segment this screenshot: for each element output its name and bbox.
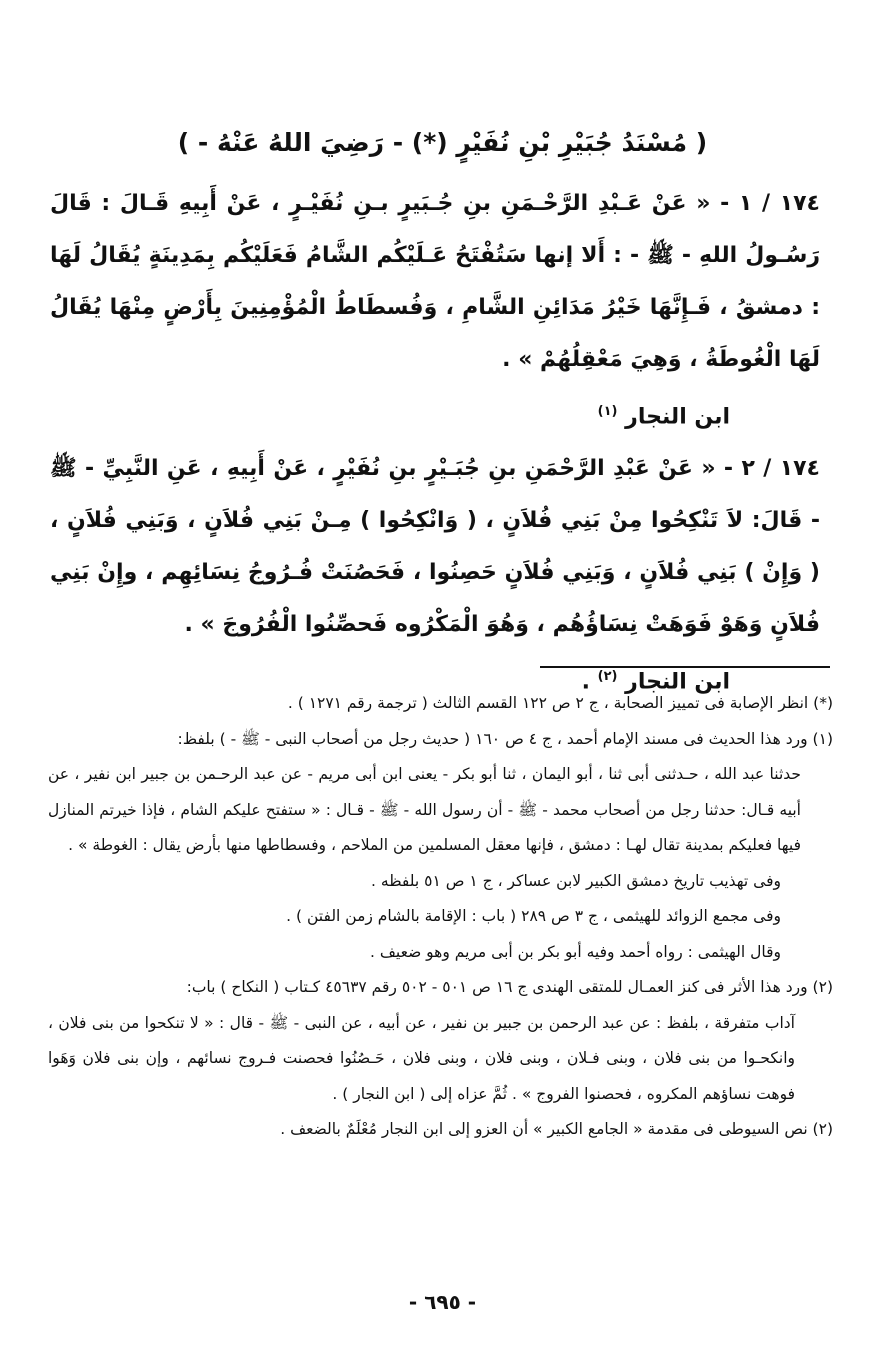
footnote-ref[interactable]: (٢) (597, 669, 618, 685)
footnote-1-extra-1: وفى تهذيب تاريخ دمشق الكبير لابن عساكر ، ج ١ ص ٥١ بلفظه . (371, 871, 781, 890)
hadith-block (50, 178, 820, 709)
footnote-2-head: (٢) ورد هذا الأثر فى كنز العمـال للمتقى الهندى ج ١٦ ص ٥٠١ - ٥٠٢ رقم ٤٥٦٣٧ كـتاب ( النكاح ) باب: (186, 978, 833, 996)
footnote-1-body: حدثنا عبد الله ، حـدثنى أبى ثنا ، أبو اليمان ، ثنا أبو بكر - يعنى ابن أبى مريم - عن عبد الرحـمن بن جبير ابن نفير ، عن أبيه قـال: حدثنا رجل من أصحاب محمد - ﷺ - أن رسول الله - ﷺ - قـال : « ستفتح عليكم الشام ، فإذا خيرتم المنازل فيها فعليكم بمدينة تقال لهـا : دمشق ، فإنها معقل المسلمين من الملاحم ، وفسطاطها منها بأرض يقال : الغوطة » . (48, 765, 801, 854)
section-title: ( مُسْنَدُ جُبَيْرِ بْنِ نُفَيْرٍ (*) - رَضِيَ اللهُ عَنْهُ - ) (177, 128, 708, 157)
source-name: ابن النجار (625, 404, 730, 430)
hadith-source-2: ابن النجار $^{(٢)}$ . (581, 669, 730, 695)
footnote-1-head: (١) ورد هذا الحديث فى مسند الإمام أحمد ، ج ٤ ص ١٦٠ ( حديث رجل من أصحاب النبى - ﷺ - ) بلفظ: (177, 729, 833, 748)
footnote-star: (*) انظر الإصابة فى تمييز الصحابة ، ج ٢ ص ١٢٢ القسم الثالث ( ترجمة رقم ١٢٧١ ) . (287, 694, 833, 712)
footnotes (48, 686, 833, 1148)
footnote-3-head: (٢) نص السيوطى فى مقدمة « الجامع الكبير » أن العزو إلى ابن النجار مُعْلَمٌ بالضعف . (280, 1120, 833, 1138)
hadith-source-1 (50, 386, 820, 443)
footnote-1-extra-3: وقال الهيثمى : رواه أحمد وفيه أبو بكر بن أبى مريم وهو ضعيف . (370, 942, 781, 961)
footnote-ref[interactable]: (١) (597, 404, 618, 419)
footnote-separator (540, 666, 830, 668)
hadith-text-2: ١٧٤ / ٢ - « عَنْ عَبْدِ الرَّحْمَنِ بنِ جُبَـيْرٍ بنِ نُفَيْرٍ ، عَنْ أَبِيهِ ، عَنِ النَّبِيِّ - ﷺ - قَالَ: لاَ تَنْكِحُوا مِنْ بَنِي فُلاَنٍ ، ( وَانْكِحُوا ) مِـنْ بَنِي فُلاَنٍ ، وَبَنِي فُلاَنٍ ، ( وَإِنْ ) بَنِي فُلاَنٍ ، وَبَنِي فُلاَنٍ حَصِنُوا ، فَحَصُنَتْ فُـرُوجُ نِسَائِهِم ، وإِنْ بَنِي فُلاَنٍ وَهَوْ فَوَهَتْ نِسَاؤُهُم ، وَهُوَ الْمَكْرُوه فَحصِّنُوا الْفُرُوجَ » . (50, 456, 820, 638)
page-number: - ٦٩٥ - (408, 1290, 477, 1314)
hadith-text-1: ١٧٤ / ١ - « عَنْ عَـبْدِ الرَّحْـمَنِ بنِ جُـبَيرٍ بـنِ نُفَيْـرٍ ، عَنْ أَبِيهِ قَـالَ : قَالَ رَسُـولُ اللهِ - ﷺ - : أَلا إنها سَتُفْتَحُ عَـلَيْكُم الشَّامُ فَعَلَيْكُم بِمَدِينَةٍ يُقَالُ لَهَا : دمشقُ ، فَـإِنَّهَا خَيْرُ مَدَائِنِ الشَّامِ ، وَفُسطَاطُ الْمُؤْمِنِينَ بِأَرْضٍ مِنْهَا يُقَالُ لَهَا الْغُوطَةُ ، وَهِيَ مَعْقِلُهُمْ » . (50, 191, 820, 372)
footnote-1-extra-2: وفى مجمع الزوائد للهيثمى ، ج ٣ ص ٢٨٩ ( باب : الإقامة بالشام زمن الفتن ) . (286, 907, 781, 925)
footnote-2-body: آداب متفرقة ، بلفظ : عن عبد الرحمن بن جبير بن نفير ، عن أبيه ، عن النبى - ﷺ - قال : « لا تنكحوا من بنى فلان ، وانكحـوا من بنى فلان ، وبنى فـلان ، وبنى فلان ، وبنى فلان ، حَـصُنُوا فحصنت فـروج نسائهم ، وإن بنى فلان وَهَوا فوهت نساؤهم المكروه ، فحصنوا الفروج » . ثُمَّ عزاه إلى ( ابن النجار ) . (48, 1013, 795, 1103)
source-name: ابن النجار (625, 669, 730, 695)
